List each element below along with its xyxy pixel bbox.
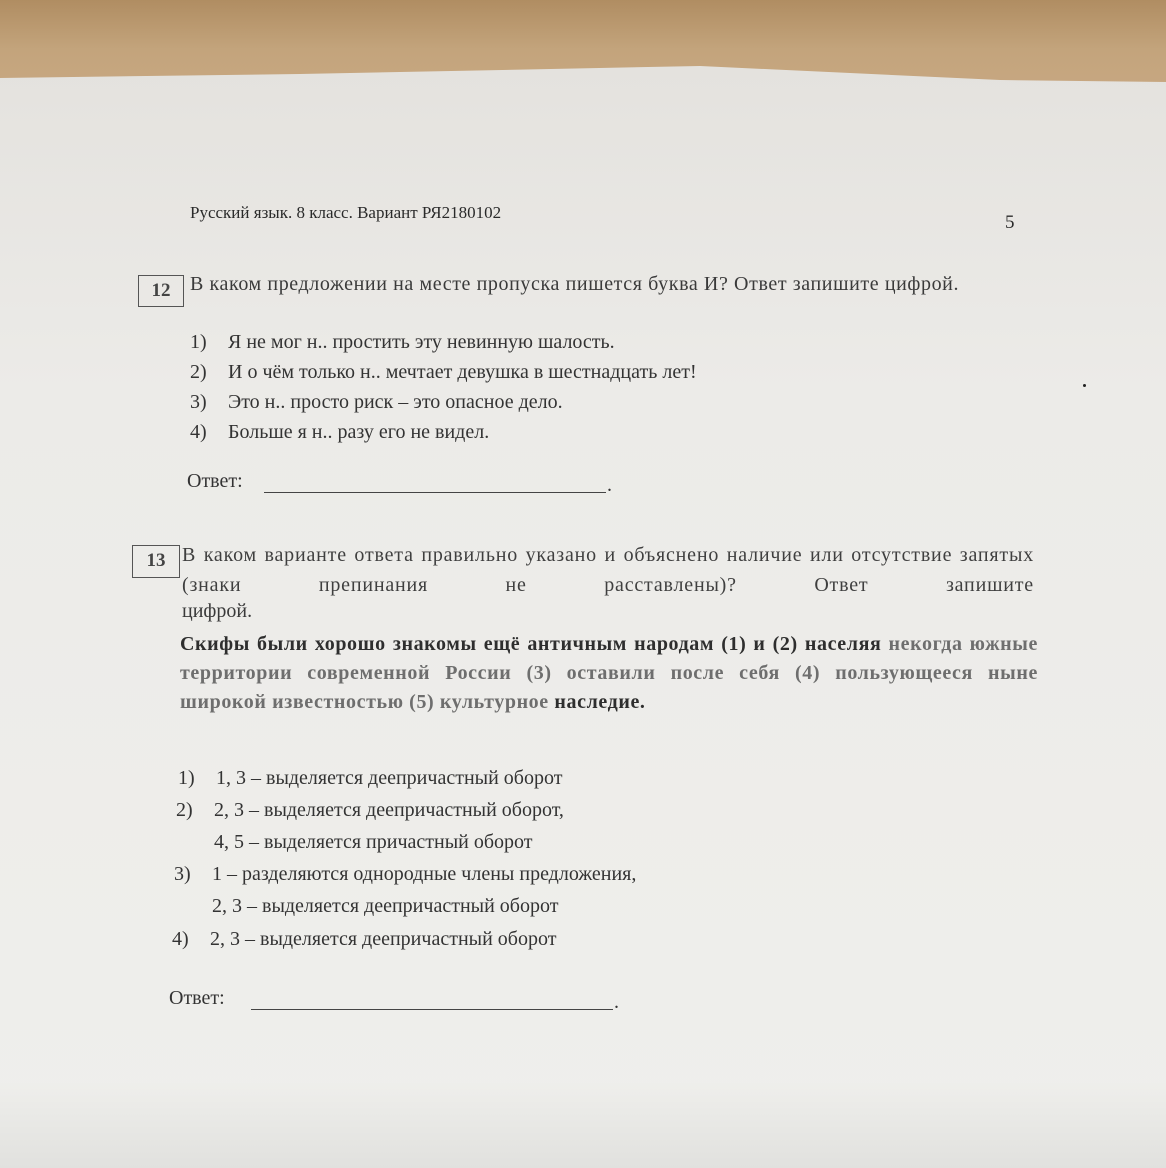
- paper-shadow: [0, 1080, 1166, 1168]
- option-number: 1): [178, 767, 195, 789]
- q13-option-4: [172, 928, 556, 951]
- option-text: Это н.. просто риск – это опасное дело.: [228, 391, 563, 413]
- option-number: 4): [172, 928, 189, 950]
- question-13-prompt: В каком варианте ответа правильно указано и объяснено наличие или отсутствие запятых (знаки препинания не расставлены)? Ответ запишите: [182, 544, 1034, 596]
- q12-option-1: [190, 331, 615, 354]
- q13-option-3-cont: [174, 895, 558, 918]
- option-text: 1 – разделяются однородные члены предложения,: [212, 863, 637, 885]
- question-13-prompt-end: цифрой.: [182, 600, 253, 622]
- paper-speck: [1083, 384, 1086, 387]
- page-number: 5: [1005, 212, 1015, 233]
- q13-answer-label: Ответ:: [169, 987, 225, 1009]
- question-13-sentence: [180, 630, 1038, 717]
- option-number: 3): [174, 863, 191, 885]
- question-number-13: 13: [132, 545, 180, 578]
- option-number: 2): [190, 361, 207, 383]
- sentence-end: наследие.: [554, 691, 646, 713]
- option-text: 4, 5 – выделяется причастный оборот: [214, 831, 533, 853]
- q13-answer-period: .: [614, 991, 619, 1013]
- option-text: И о чём только н.. мечтает девушка в шестнадцать лет!: [228, 361, 697, 383]
- q13-option-2-cont: [176, 831, 533, 854]
- option-text: 2, 3 – выделяется деепричастный оборот: [212, 895, 559, 917]
- option-text: 2, 3 – выделяется деепричастный оборот,: [214, 799, 564, 821]
- q13-answer-field[interactable]: [251, 1009, 613, 1010]
- q12-option-3: [190, 391, 563, 414]
- option-text: 1, 3 – выделяется деепричастный оборот: [216, 767, 563, 789]
- option-text: Больше я н.. разу его не видел.: [228, 421, 490, 443]
- page-header-title: Русский язык. 8 класс. Вариант РЯ2180102: [190, 203, 502, 222]
- q12-answer-field[interactable]: [264, 492, 606, 493]
- q12-answer-period: .: [607, 474, 612, 496]
- option-number: 3): [190, 391, 207, 413]
- q12-option-2: [190, 361, 697, 384]
- option-text: 2, 3 – выделяется деепричастный оборот: [210, 928, 557, 950]
- question-number-12: 12: [138, 275, 184, 307]
- q13-option-3: [174, 863, 636, 886]
- q12-answer-label: Ответ:: [187, 470, 243, 492]
- q12-option-4: [190, 421, 489, 444]
- question-12-prompt: В каком предложении на месте пропуска пишется буква И? Ответ запишите цифрой.: [190, 273, 960, 295]
- sentence-middle: некогда южные территории современной России (3) оставили после себя (4) пользующееся ныне широкой известностью (5) культурное: [180, 633, 1038, 713]
- option-number: 1): [190, 331, 207, 353]
- sentence-line-1: Скифы были хорошо знакомы ещё античным народам (1) и (2) населяя: [180, 633, 882, 655]
- q13-option-1: [178, 767, 562, 790]
- option-text: Я не мог н.. простить эту невинную шалость.: [228, 331, 615, 353]
- option-number: 2): [176, 799, 193, 821]
- q13-option-2: [176, 799, 564, 822]
- option-number: 4): [190, 421, 207, 443]
